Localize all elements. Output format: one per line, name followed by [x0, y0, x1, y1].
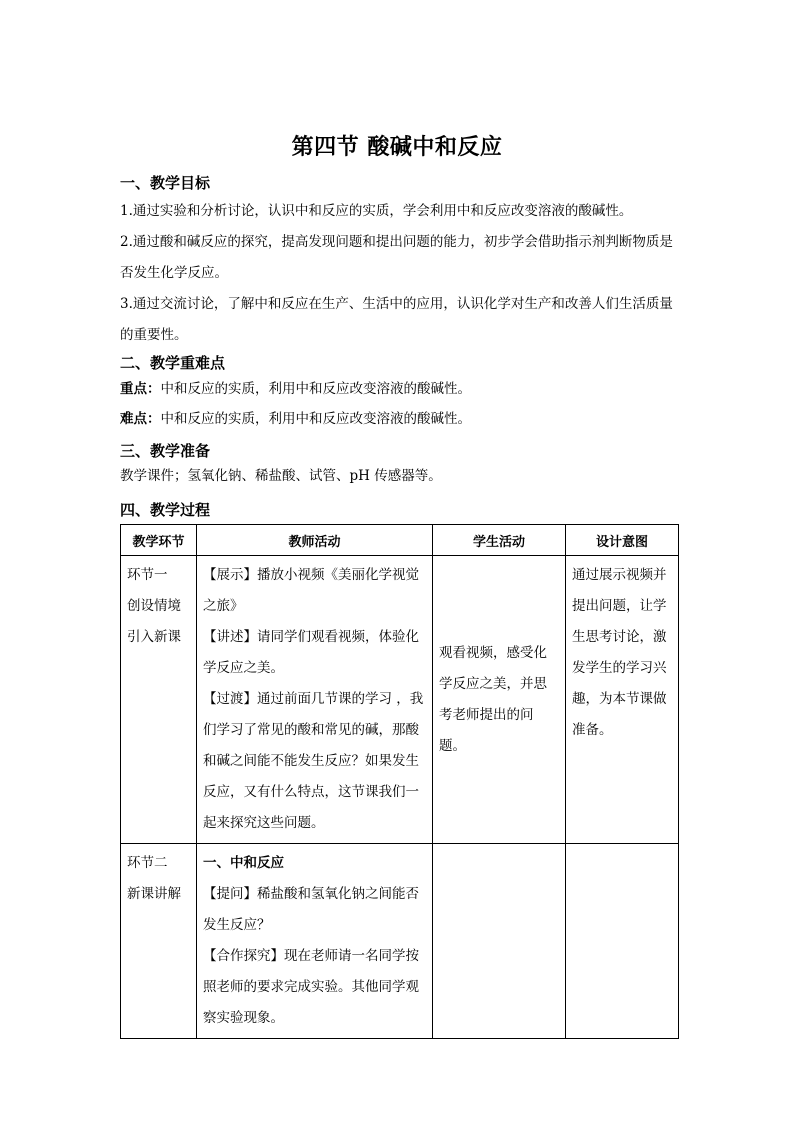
teacher-activity-line: 【过渡】通过前面几节课的学习 ，我们学习了常见的酸和常见的碱，那酸和碱之间能不能发生反应？如果发生反应，又有什么特点，这节课我们一起来探究这些问题。	[203, 691, 424, 831]
stage-cell	[121, 556, 197, 844]
design-intent-cell	[566, 556, 679, 844]
prep-text: 教学课件；氢氧化钠、稀盐酸、试管、pH 传感器等。	[120, 468, 442, 484]
difficult-point-text: 中和反应的实质，利用中和反应改变溶液的酸碱性。	[160, 411, 471, 427]
key-point-label: 重点：	[120, 381, 161, 397]
stage-cell	[121, 844, 197, 1039]
student-activity-text: 观看视频，感受化学反应之美，并思考老师提出的问题。	[439, 644, 547, 754]
teacher-activity-line: 【展示】播放小视频《美丽化学视觉之旅》	[203, 567, 419, 614]
difficult-point-label: 难点：	[120, 411, 161, 427]
student-activity-cell	[433, 556, 566, 844]
section-heading-prep: 三、教学准备	[120, 442, 211, 460]
column-header: 教学环节	[121, 525, 197, 556]
column-header: 设计意图	[566, 525, 679, 556]
process-table	[120, 524, 679, 1039]
stage-line: 新课讲解	[127, 886, 181, 902]
stage-line: 环节一	[127, 567, 168, 583]
difficult-point	[120, 409, 680, 429]
stage-line: 创设情境	[127, 598, 181, 614]
student-activity-cell	[433, 844, 566, 1039]
table-row	[121, 844, 679, 1039]
design-intent-cell	[566, 844, 679, 1039]
teacher-activity-cell	[197, 556, 433, 844]
stage-line: 环节二	[127, 855, 168, 871]
design-intent-text: 通过展示视频并提出问题，让学生思考讨论，激发学生的学习兴趣，为本节课做准备。	[572, 567, 667, 738]
key-point-text: 中和反应的实质，利用中和反应改变溶液的酸碱性。	[160, 381, 471, 397]
table-header-row	[121, 525, 679, 556]
teacher-activity-cell	[197, 844, 433, 1039]
section-heading-keypoints: 二、教学重难点	[120, 354, 226, 372]
page-title: 第四节 酸碱中和反应	[291, 134, 503, 160]
table-row	[121, 556, 679, 844]
teacher-activity-line: 【讲述】请同学们观看视频，体验化学反应之美。	[203, 629, 419, 676]
section-heading-process: 四、教学过程	[120, 501, 211, 519]
column-header: 学生活动	[433, 525, 566, 556]
goal-item-1: 1.通过实验和分析讨论，认识中和反应的实质，学会利用中和反应改变溶液的酸碱性。	[120, 203, 633, 219]
teacher-activity-line: 【合作探究】现在老师请一名同学按照老师的要求完成实验。其他同学观察实验现象。	[203, 948, 419, 1026]
goal-item-2: 2.通过酸和碱反应的探究，提高发现问题和提出问题的能力，初步学会借助指示剂判断物质是否发生化学反应。	[120, 234, 673, 281]
section-heading-goals: 一、教学目标	[120, 174, 211, 192]
key-point	[120, 379, 680, 399]
stage-line: 引入新课	[127, 629, 181, 645]
teacher-activity-line: 【提问】稀盐酸和氢氧化钠之间能否发生反应？	[203, 886, 419, 933]
teacher-activity-subheading: 一、中和反应	[203, 855, 284, 871]
goal-item-3: 3.通过交流讨论，了解中和反应在生产、生活中的应用，认识化学对生产和改善人们生活质量的重要性。	[120, 296, 673, 343]
column-header: 教师活动	[197, 525, 433, 556]
